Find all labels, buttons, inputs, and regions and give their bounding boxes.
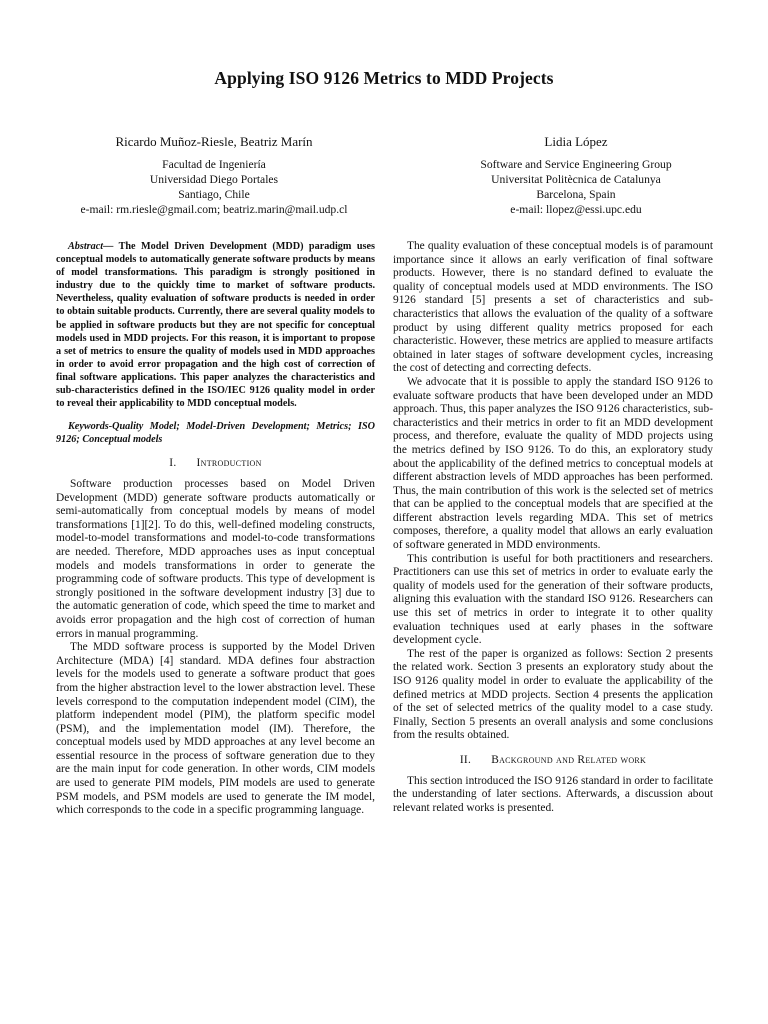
paragraph: We advocate that it is possible to apply the standard ISO 9126 to evaluate software products that have been developed under an MDD approach. Thus, this paper analyzes the ISO 9126 characteristics, sub-characteristics and their metrics in order to fit an MDD development process, and therefore, evaluate the quality of MDD projects using the metrics defined by ISO 9126. To do this, an exploratory study about the applicability of the defined metrics to conceptual models at different abstraction levels of MDD approaches has been performed. Thus, the main contribution of this work is the selected set of metrics that can be applied to the conceptual models that are specified at the different abstraction levels regarding MDA. This set of metrics composes, therefore, a quality model that allows an early evaluation of software generated in MDD environments. <box>393 375 713 552</box>
paragraph: The MDD software process is supported by the Model Driven Architecture (MDA) [4] standard. MDA defines four abstraction levels for the models used to generate a software product that goes from the higher abstraction level to the lower abstraction level. These levels correspond to the computation independent model (CIM), the platform independent model (PIM), the platform specific model (PSM), and the implementation model (IM). Therefore, the conceptual models used by MDD approaches at any level become an essential resource in the process of software generation due to they are the main input for code generation. In other words, CIM models are used to generate PIM models, PIM models are used to generate PSM models, and PSM models are used to generate the IM model, which corresponds to the code in a specific programming language. <box>56 641 375 817</box>
abstract-dash: — <box>103 241 119 252</box>
paragraph: This section introduced the ISO 9126 standard in order to facilitate the understanding of later sections. Afterwards, a discussion about relevant related works is presented. <box>393 774 713 814</box>
paper-title: Applying ISO 9126 Metrics to MDD Projects <box>214 68 554 88</box>
author-names-left: Ricardo Muñoz-Riesle, Beatriz Marín <box>115 134 313 149</box>
author-names-right: Lidia López <box>544 134 608 149</box>
section-number: II. <box>459 753 472 766</box>
paragraph: Software production processes based on Model Driven Development (MDD) generate software products automatically or semi-automatically from conceptual models by means of model transformations [1][2]. To do this, well-defined modeling constructs, model-to-model transformations and model-to-code transformations are needed. Therefore, MDD approaches uses as input conceptual models and models transformations in order to generate the programming code of software products. This type of development is strongly positioned in the software development industry [3] due to the automatic generation of code, which speed the time to market and avoids error propagation and the high cost of correction of human errors in manual programming. <box>56 478 375 640</box>
right-column <box>393 240 713 815</box>
section-heading-introduction <box>56 457 375 471</box>
author-block-right <box>412 132 740 217</box>
abstract-text: The Model Driven Development (MDD) paradigm uses conceptual models to automatically generate software products by means of model transformations. This paradigm is strongly positioned in industry due to the quickly time to market of software products. Nevertheless, quality evaluation of software products is needed in order to obtain suitable products. Currently, there are several quality models to be applied in software products but they are not specific for conceptual models used in MDD projects. For this reason, it is important to propose a set of metrics to ensure the quality of models used in MDD approaches in order to avoid error propagation and the high cost of correction of final software applications. This paper analyzes the characteristics and sub-characteristics defined in the ISO/IEC 9126 quality model in order to reveal their applicability to MDD conceptual models. <box>56 241 375 410</box>
affiliation-location: Santiago, Chile <box>178 188 250 201</box>
author-email-right: e-mail: llopez@essi.upc.edu <box>510 203 642 216</box>
affiliation-university: Universidad Diego Portales <box>149 173 279 186</box>
section-number: I. <box>169 457 177 470</box>
affiliation-department: Facultad de Ingeniería <box>162 158 266 171</box>
abstract-label: Abstract <box>68 241 104 252</box>
abstract <box>56 240 375 410</box>
section-title: Introduction <box>196 457 262 470</box>
section-title: Background and Related work <box>491 753 647 766</box>
affiliation-university: Universitat Politècnica de Catalunya <box>491 173 661 186</box>
author-email-left: e-mail: rm.riesle@gmail.com; beatriz.marin@mail.udp.cl <box>80 203 348 216</box>
paragraph: The rest of the paper is organized as follows: Section 2 presents the related work. Section 3 presents an exploratory study about the ISO 9126 quality model in order to evaluate the applicability of the defined metrics at MDD projects. Section 4 presents the application of the set of selected metrics of the quality model to a case study. Finally, Section 5 presents an overall analysis and some conclusions from the results obtained. <box>393 647 713 742</box>
paragraph: The quality evaluation of these conceptual models is of paramount importance since it allows an early verification of final software products. However, there is no standard defined to evaluate the quality of conceptual models used at MDD environments. The ISO 9126 standard [5] presents a set of characteristics and sub-characteristics that allows the evaluation of the quality of a software product by using different quality metrics proposed for each characteristic. However, these metrics are applied to measure artifacts obtained in later stages of software development cycles, increasing the cost of detecting and correcting defects. <box>393 240 713 375</box>
keywords: Keywords-Quality Model; Model-Driven Development; Metrics; ISO 9126; Conceptual models <box>56 421 375 446</box>
author-block-left <box>44 132 384 217</box>
paragraph: This contribution is useful for both practitioners and researchers. Practitioners can use this set of metrics in order to evaluate early the quality of models used for the generation of their software products, aligning this evaluation with the standard ISO 9126. Researchers can use this set of metrics in order to integrate it to other quality evaluation techniques used at early phases in the software development cycle. <box>393 552 713 647</box>
left-column <box>56 240 375 818</box>
section-heading-background <box>393 754 713 768</box>
affiliation-group: Software and Service Engineering Group <box>480 158 672 171</box>
affiliation-location: Barcelona, Spain <box>536 188 616 201</box>
